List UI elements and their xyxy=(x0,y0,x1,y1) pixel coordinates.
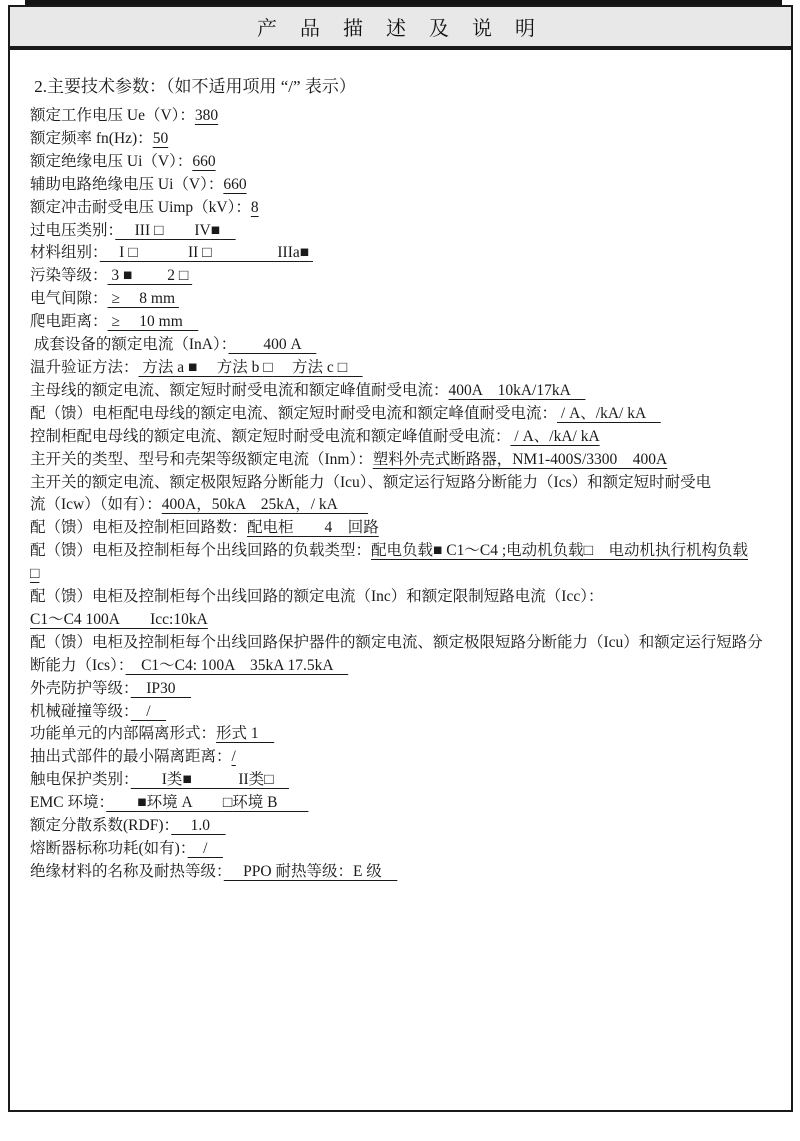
field-value: C1～C4 100A Icc:10kA xyxy=(30,610,208,628)
checkbox-unchecked-icon: □ xyxy=(154,221,164,239)
parameter-line xyxy=(30,334,775,357)
parameter-line xyxy=(30,540,775,563)
field-label: 外壳防护等级： xyxy=(30,679,131,697)
parameter-line xyxy=(30,792,775,815)
field-value: 配电柜 4 回路 xyxy=(247,519,379,537)
field-label: 配（馈）电柜及控制柜每个出线回路的额定电流（Inc）和额定限制短路电流（Icc）： xyxy=(30,588,604,606)
field-label: 绝缘材料的名称及耐热等级： xyxy=(30,862,224,880)
parameter-line xyxy=(30,838,775,861)
parameter-line xyxy=(30,632,775,655)
field-value: 8 xyxy=(250,198,259,216)
field-value: 2 xyxy=(132,267,179,285)
field-label: 流（Icw）（如有）： xyxy=(30,496,162,514)
parameter-line xyxy=(30,815,775,838)
checkbox-checked-icon: ■ xyxy=(188,358,198,376)
field-value xyxy=(309,244,313,261)
field-label: 额定频率 fn(Hz)： xyxy=(30,129,153,147)
checkbox-unchecked-icon: □ xyxy=(263,358,273,376)
parameter-line xyxy=(30,128,775,151)
field-value: / xyxy=(130,702,167,720)
parameter-line xyxy=(30,220,775,243)
parameter-line xyxy=(30,174,775,197)
checkbox-unchecked-icon: □ xyxy=(30,565,40,583)
field-label: 额定分散系数(RDF)： xyxy=(30,817,172,835)
parameter-line xyxy=(30,563,775,586)
page-header xyxy=(8,5,793,48)
field-label: 主开关的类型、型号和壳架等级额定电流（Inm）： xyxy=(30,450,373,468)
checkbox-unchecked-icon: □ xyxy=(337,358,348,376)
parameter-line xyxy=(30,701,775,724)
parameter-line xyxy=(30,403,775,426)
field-value: 形式 1 xyxy=(216,725,275,743)
parameter-line xyxy=(30,265,775,288)
parameter-line xyxy=(30,311,775,334)
field-label: EMC 环境： xyxy=(30,794,107,812)
field-value: 方法 b xyxy=(197,358,264,376)
field-label: 配（馈）电柜及控制柜回路数： xyxy=(30,519,248,537)
field-label: 电气间隙： xyxy=(30,290,108,308)
field-value: ≥ 8 mm xyxy=(107,290,179,308)
field-value xyxy=(220,222,236,239)
field-label: 过电压类别： xyxy=(30,221,116,239)
parameter-line xyxy=(30,678,775,701)
checkbox-checked-icon: ■ xyxy=(123,267,133,285)
field-value: 400A，50kA 25kA，/ kA xyxy=(161,496,368,514)
field-value: 塑料外壳式断路器，NM1-400S/3300 400A xyxy=(372,450,668,468)
parameter-line xyxy=(30,197,775,220)
parameter-line xyxy=(30,242,775,265)
checkbox-checked-icon: ■ xyxy=(182,771,192,789)
field-value: IIIa xyxy=(211,244,300,262)
field-value: ≥ 10 mm xyxy=(107,313,199,331)
checkbox-checked-icon: ■ xyxy=(299,244,310,262)
field-value xyxy=(347,359,363,376)
field-label: 功能单元的内部隔离形式： xyxy=(30,725,217,743)
field-value: 环境 B xyxy=(232,794,309,812)
checkbox-checked-icon: ■ xyxy=(137,794,147,812)
field-label: 配（馈）电柜及控制柜每个出线回路的负载类型： xyxy=(30,542,372,560)
parameter-line xyxy=(30,380,775,403)
checkbox-unchecked-icon: □ xyxy=(583,542,594,560)
parameter-line xyxy=(30,586,775,609)
field-label: 配（馈）电柜及控制柜每个出线回路保护器件的额定电流、额定极限短路分断能力（Icu）和额定运行短路分 xyxy=(30,633,763,651)
parameter-line xyxy=(30,105,775,128)
document-body xyxy=(8,48,793,1112)
parameter-line xyxy=(30,861,775,884)
field-value: 400A 10kA/17kA xyxy=(448,381,586,399)
field-value: I xyxy=(99,244,129,262)
field-value: IV xyxy=(163,221,211,239)
parameter-line xyxy=(30,288,775,311)
field-label: 配（馈）电柜配电母线的额定电流、额定短时耐受电流和额定峰值耐受电流： xyxy=(30,404,558,422)
field-label: 成套设备的额定电流（InA）： xyxy=(30,336,229,354)
field-value: 380 xyxy=(194,107,219,124)
field-value: 环境 A xyxy=(146,794,223,812)
parameter-line xyxy=(30,769,775,792)
field-value: I类 xyxy=(130,771,183,789)
field-label: 控制柜配电母线的额定电流、额定短时耐受电流和额定峰值耐受电流： xyxy=(30,427,511,445)
field-label: 辅助电路绝缘电压 Ui（V）： xyxy=(30,175,224,193)
parameter-line xyxy=(30,655,775,678)
field-value: II xyxy=(137,244,203,262)
field-label: 抽出式部件的最小隔离距离： xyxy=(30,748,232,766)
field-value xyxy=(188,267,192,284)
checkbox-checked-icon: ■ xyxy=(210,221,221,239)
field-label: 污染等级： xyxy=(30,267,108,285)
field-value: III xyxy=(115,221,155,239)
parameter-list xyxy=(30,105,775,884)
field-value: 方法 c xyxy=(272,358,338,376)
field-label: 熔断器标称功耗(如有)： xyxy=(30,840,188,857)
parameter-line xyxy=(30,472,775,495)
checkbox-unchecked-icon: □ xyxy=(222,794,233,812)
field-label: 额定工作电压 Ue（V）： xyxy=(30,107,195,124)
field-label: 主开关的额定电流、额定极限短路分断能力（Icu）、额定运行短路分断能力（Ics）和额定短时耐受电 xyxy=(30,473,712,491)
checkbox-checked-icon: ■ xyxy=(433,542,443,560)
parameter-line xyxy=(30,517,775,540)
field-label: 额定冲击耐受电压 Uimp（kV）： xyxy=(30,198,251,216)
page-title: 产 品 描 述 及 说 明 xyxy=(257,18,544,40)
field-value: C1～C4: 100A 35kA 17.5kA xyxy=(125,656,349,674)
parameter-line xyxy=(30,609,775,632)
field-value: 1.0 xyxy=(171,817,226,835)
parameter-line xyxy=(30,746,775,769)
field-value: IP30 xyxy=(130,679,192,697)
field-label: 机械碰撞等级： xyxy=(30,702,131,720)
field-label: 爬电距离： xyxy=(30,313,108,331)
field-value: 400 A xyxy=(228,336,317,354)
field-value: 电动机执行机构负载 xyxy=(593,542,749,560)
field-label: 温升验证方法： xyxy=(30,358,139,376)
field-value: 50 xyxy=(152,129,169,147)
parameter-line xyxy=(30,151,775,174)
field-label: 额定绝缘电压 Ui（V）： xyxy=(30,152,193,170)
field-value: 方法 a xyxy=(138,358,189,376)
parameter-line xyxy=(30,494,775,517)
parameter-line xyxy=(30,357,775,380)
checkbox-unchecked-icon: □ xyxy=(264,771,274,789)
field-label: 材料组别： xyxy=(30,244,100,262)
field-value: / xyxy=(187,840,223,857)
field-value: / A、/kA/ kA xyxy=(510,427,600,445)
field-value xyxy=(106,794,137,811)
field-value: II类 xyxy=(191,771,265,789)
field-value: 660 xyxy=(192,152,216,170)
field-label: 断能力（Ics）： xyxy=(30,656,126,674)
field-value: 配电负载 xyxy=(371,542,434,560)
field-value: C1～C4 ;电动机负载 xyxy=(442,542,584,560)
parameter-line xyxy=(30,723,775,746)
section-heading: 2.主要技术参数：（如不适用项用 “/” 表示） xyxy=(30,77,356,96)
field-value: 3 xyxy=(107,267,124,285)
parameter-line xyxy=(30,449,775,472)
field-label: 触电保护类别： xyxy=(30,771,131,789)
checkbox-unchecked-icon: □ xyxy=(128,244,138,262)
field-value: PPO 耐热等级：E 级 xyxy=(223,862,398,880)
field-value: 660 xyxy=(223,175,247,193)
field-value xyxy=(274,771,290,788)
checkbox-unchecked-icon: □ xyxy=(202,244,212,262)
checkbox-unchecked-icon: □ xyxy=(178,267,189,285)
field-label: 主母线的额定电流、额定短时耐受电流和额定峰值耐受电流： xyxy=(30,381,449,399)
field-value: / xyxy=(231,748,236,766)
parameter-line xyxy=(30,426,775,449)
field-value: / A、/kA/ kA xyxy=(557,404,661,422)
